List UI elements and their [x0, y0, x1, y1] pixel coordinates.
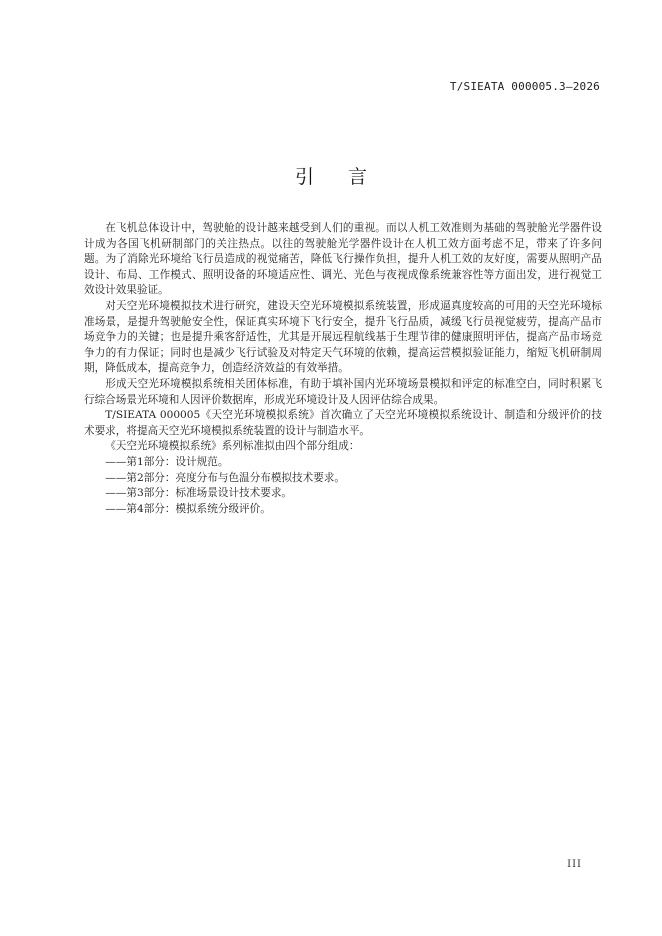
paragraph: T/SIEATA 000005《天空光环境模拟系统》首次确立了天空光环境模拟系统设计、制造和分级评价的技术要求，将提高天空光环境模拟系统装置的设计与制造水平。 [84, 409, 602, 437]
paragraph: 形成天空光环境模拟系统相关团体标准，有助于填补国内光环境场景模拟和评定的标准空白，同时积累飞行综合场景光环境和人因评价数据库，形成光环境设计及人因评估综合成果。 [84, 377, 602, 406]
list-item: ——第4部分：模拟系统分级评价。 [105, 502, 271, 515]
list-item: ——第3部分：标准场景设计技术要求。 [105, 487, 293, 500]
list-item: ——第1部分：设计规范。 [105, 455, 229, 468]
paragraph: 对天空光环境模拟技术进行研究，建设天空光环境模拟系统装置，形成逼真度较高的可用的天空光环境标准场景，是提升驾驶舱安全性，保证真实环境下飞行安全，提升飞行品质，减缓飞行员视觉疲劳，提高产品市场竞争力的关键；也是提升乘客舒适性，尤其是开展远程航线基于生理节律的健康照明评估，提高产品市场竞争力的有力保证；同时也是减少飞行试验及对特定天气环境的依赖，提高运营模拟验证能力，缩短飞机研制周期，降低成本，提高竞争力，创造经济效益的有效举措。 [84, 299, 602, 375]
document-number: T/SIEATA 000005.3—2026 [449, 80, 600, 93]
section-title: 引言 [294, 166, 401, 188]
list-item: ——第2部分：亮度分布与色温分布模拟技术要求。 [105, 471, 345, 484]
paragraph: 在飞机总体设计中，驾驶舱的设计越来越受到人们的重视。而以人机工效准则为基础的驾驶舱光学器件设计成为各国飞机研制部门的关注热点。以往的驾驶舱光学器件设计在人机工效方面考虑不足，带来了许多问题。为了消除光环境给飞行员造成的视觉痛苦，降低飞行操作负担，提升人机工效的友好度，需要从照明产品设计、布局、工作模式、照明设备的环境适应性、调光、光色与夜视成像系统兼容性等方面出发，进行视觉工效设计效果验证。 [84, 222, 602, 297]
page-number: III [567, 859, 582, 870]
body-text [84, 221, 602, 517]
paragraph: 《天空光环境模拟系统》系列标准拟由四个部分组成： [105, 440, 360, 453]
